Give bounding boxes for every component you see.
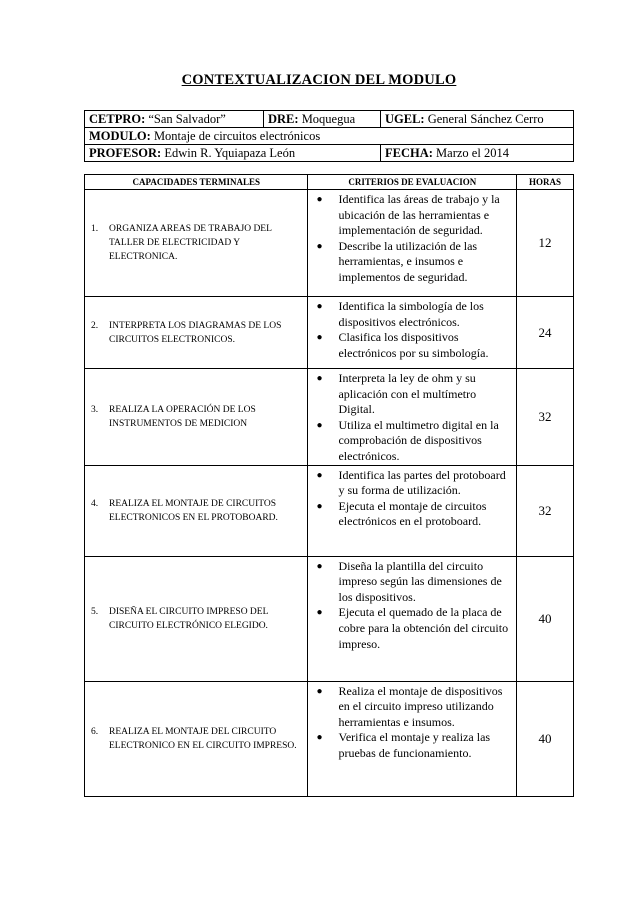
- list-item: [314, 418, 512, 465]
- bullet-icon: ●: [316, 419, 323, 431]
- ugel-label: UGEL:: [385, 111, 425, 126]
- criterio-text: Describe la utilización de las herramientas, e insumos e implementos de seguridad.: [338, 238, 478, 284]
- list-item: [314, 299, 512, 330]
- capacidad-cell: [85, 681, 308, 796]
- column-header-capacidades: CAPACIDADES TERMINALES: [85, 175, 308, 190]
- capacidad-number: 2.: [91, 320, 99, 331]
- table-header-row: [85, 175, 574, 190]
- column-header-horas: HORAS: [517, 175, 574, 190]
- criterios-cell: [308, 681, 517, 796]
- table-row: [85, 297, 574, 369]
- capacidad-item: [91, 497, 303, 525]
- criterios-list: [314, 299, 512, 361]
- fecha-cell: [381, 145, 574, 162]
- list-item: [314, 499, 512, 530]
- criterio-text: Identifica las áreas de trabajo y la ubicación de las herramientas e implementación de seguridad.: [338, 192, 500, 238]
- horas-cell: 24: [517, 297, 574, 369]
- bullet-icon: ●: [316, 240, 323, 252]
- dre-label: DRE:: [268, 111, 299, 126]
- criterio-text: Clasifica los dispositivos electrónicos por su simbología.: [338, 330, 489, 360]
- column-header-criterios: CRITERIOS DE EVALUACION: [308, 175, 517, 190]
- ugel-value: General Sánchez Cerro: [427, 111, 544, 126]
- capacidad-text: DISEÑA EL CIRCUITO IMPRESO DEL CIRCUITO ELECTRÓNICO ELEGIDO.: [109, 606, 269, 631]
- header-row-2: [85, 128, 574, 145]
- profesor-label: PROFESOR:: [89, 145, 162, 160]
- list-item: [314, 684, 512, 731]
- bullet-icon: ●: [316, 560, 323, 572]
- criterios-list: [314, 192, 512, 286]
- capacidad-item: [91, 403, 303, 431]
- horas-cell: 12: [517, 190, 574, 297]
- bullet-icon: ●: [316, 332, 323, 344]
- capacidad-text: ORGANIZA AREAS DE TRABAJO DEL TALLER DE ELECTRICIDAD Y ELECTRONICA.: [109, 224, 272, 262]
- bullet-icon: ●: [316, 373, 323, 384]
- list-item: [314, 192, 512, 239]
- criterios-cell: [308, 297, 517, 369]
- criterios-cell: [308, 369, 517, 466]
- fecha-label: FECHA:: [385, 145, 433, 160]
- capacidad-number: 3.: [91, 404, 99, 415]
- capacidad-cell: [85, 369, 308, 466]
- capacidad-cell: [85, 297, 308, 369]
- criterio-text: Ejecuta el quemado de la placa de cobre para la obtención del circuito impreso.: [338, 605, 509, 651]
- capacidad-item: [91, 222, 303, 264]
- bullet-icon: ●: [316, 194, 323, 205]
- capacidad-cell: [85, 556, 308, 681]
- modulo-label: MODULO:: [89, 128, 151, 143]
- list-item: [314, 330, 512, 361]
- table-row: [85, 681, 574, 796]
- criterio-text: Diseña la plantilla del circuito impreso según las dimensiones de los dispositivos.: [338, 558, 502, 604]
- table-row: [85, 465, 574, 556]
- criterio-text: Utiliza el multimetro digital en la comprobación de dispositivos electrónicos.: [338, 417, 499, 463]
- criterios-list: [314, 684, 512, 762]
- criterio-text: Identifica las partes del protoboard y su forma de utilización.: [338, 467, 506, 498]
- capacidad-text: INTERPRETA LOS DIAGRAMAS DE LOS CIRCUITOS ELECTRONICOS.: [109, 320, 282, 345]
- table-row: [85, 369, 574, 466]
- capacidad-cell: [85, 190, 308, 297]
- list-item: [314, 468, 512, 499]
- capacidad-number: 1.: [91, 224, 99, 234]
- bullet-icon: ●: [316, 500, 323, 512]
- bullet-icon: ●: [316, 685, 323, 697]
- criterio-text: Interpreta la ley de ohm y su aplicación con el multímetro Digital.: [338, 371, 477, 417]
- criterio-text: Realiza el montaje de dispositivos en el circuito impreso utilizando herramientas e insumos.: [338, 683, 503, 729]
- capacidad-number: 6.: [91, 726, 99, 737]
- criterios-cell: [308, 556, 517, 681]
- bullet-icon: ●: [316, 607, 323, 619]
- list-item: [314, 371, 512, 418]
- criterio-text: Identifica la simbología de los dispositivos electrónicos.: [338, 299, 484, 329]
- header-row-1: [85, 111, 574, 128]
- list-item: [314, 605, 512, 652]
- capacidad-text: REALIZA EL MONTAJE DEL CIRCUITO ELECTRONICO EN EL CIRCUITO IMPRESO.: [109, 726, 297, 751]
- criterios-list: [314, 468, 512, 530]
- profesor-cell: [85, 145, 381, 162]
- bullet-icon: ●: [316, 732, 323, 744]
- bullet-icon: ●: [316, 469, 323, 481]
- table-row: [85, 190, 574, 297]
- cetpro-value: “San Salvador”: [148, 111, 226, 126]
- header-table: [84, 110, 574, 162]
- bullet-icon: ●: [316, 301, 323, 312]
- criterios-list: [314, 559, 512, 653]
- profesor-value: Edwin R. Yquiapaza León: [164, 145, 296, 160]
- capacidad-item: [91, 319, 303, 347]
- horas-cell: 40: [517, 681, 574, 796]
- criterio-text: Verifica el montaje y realiza las pruebas de funcionamiento.: [338, 730, 491, 760]
- list-item: [314, 559, 512, 606]
- modulo-value: Montaje de circuitos electrónicos: [153, 128, 321, 143]
- criterios-list: [314, 371, 512, 465]
- fecha-value: Marzo el 2014: [436, 145, 509, 160]
- list-item: [314, 730, 512, 761]
- horas-cell: 32: [517, 369, 574, 466]
- horas-cell: 32: [517, 465, 574, 556]
- list-item: [314, 239, 512, 286]
- capacidad-item: [91, 605, 303, 633]
- capacidad-number: 5.: [91, 606, 99, 617]
- capacidad-cell: [85, 465, 308, 556]
- ugel-cell: [381, 111, 574, 128]
- capacidad-number: 4.: [91, 498, 99, 509]
- header-row-3: [85, 145, 574, 162]
- dre-cell: [264, 111, 381, 128]
- modulo-cell: [85, 128, 574, 145]
- horas-cell: 40: [517, 556, 574, 681]
- document-title: CONTEXTUALIZACION DEL MODULO: [181, 72, 457, 88]
- dre-value: Moquegua: [301, 111, 356, 126]
- capacidad-text: REALIZA LA OPERACIÓN DE LOS INSTRUMENTOS DE MEDICION: [109, 404, 256, 429]
- cetpro-cell: [85, 111, 264, 128]
- capacidades-table: [84, 174, 574, 797]
- table-row: [85, 556, 574, 681]
- criterios-cell: [308, 465, 517, 556]
- criterios-cell: [308, 190, 517, 297]
- cetpro-label: CETPRO:: [89, 111, 146, 126]
- capacidad-item: [91, 725, 303, 753]
- capacidad-text: REALIZA EL MONTAJE DE CIRCUITOS ELECTRONICOS EN EL PROTOBOARD.: [109, 498, 278, 523]
- criterio-text: Ejecuta el montaje de circuitos electrónicos en el protoboard.: [338, 498, 487, 529]
